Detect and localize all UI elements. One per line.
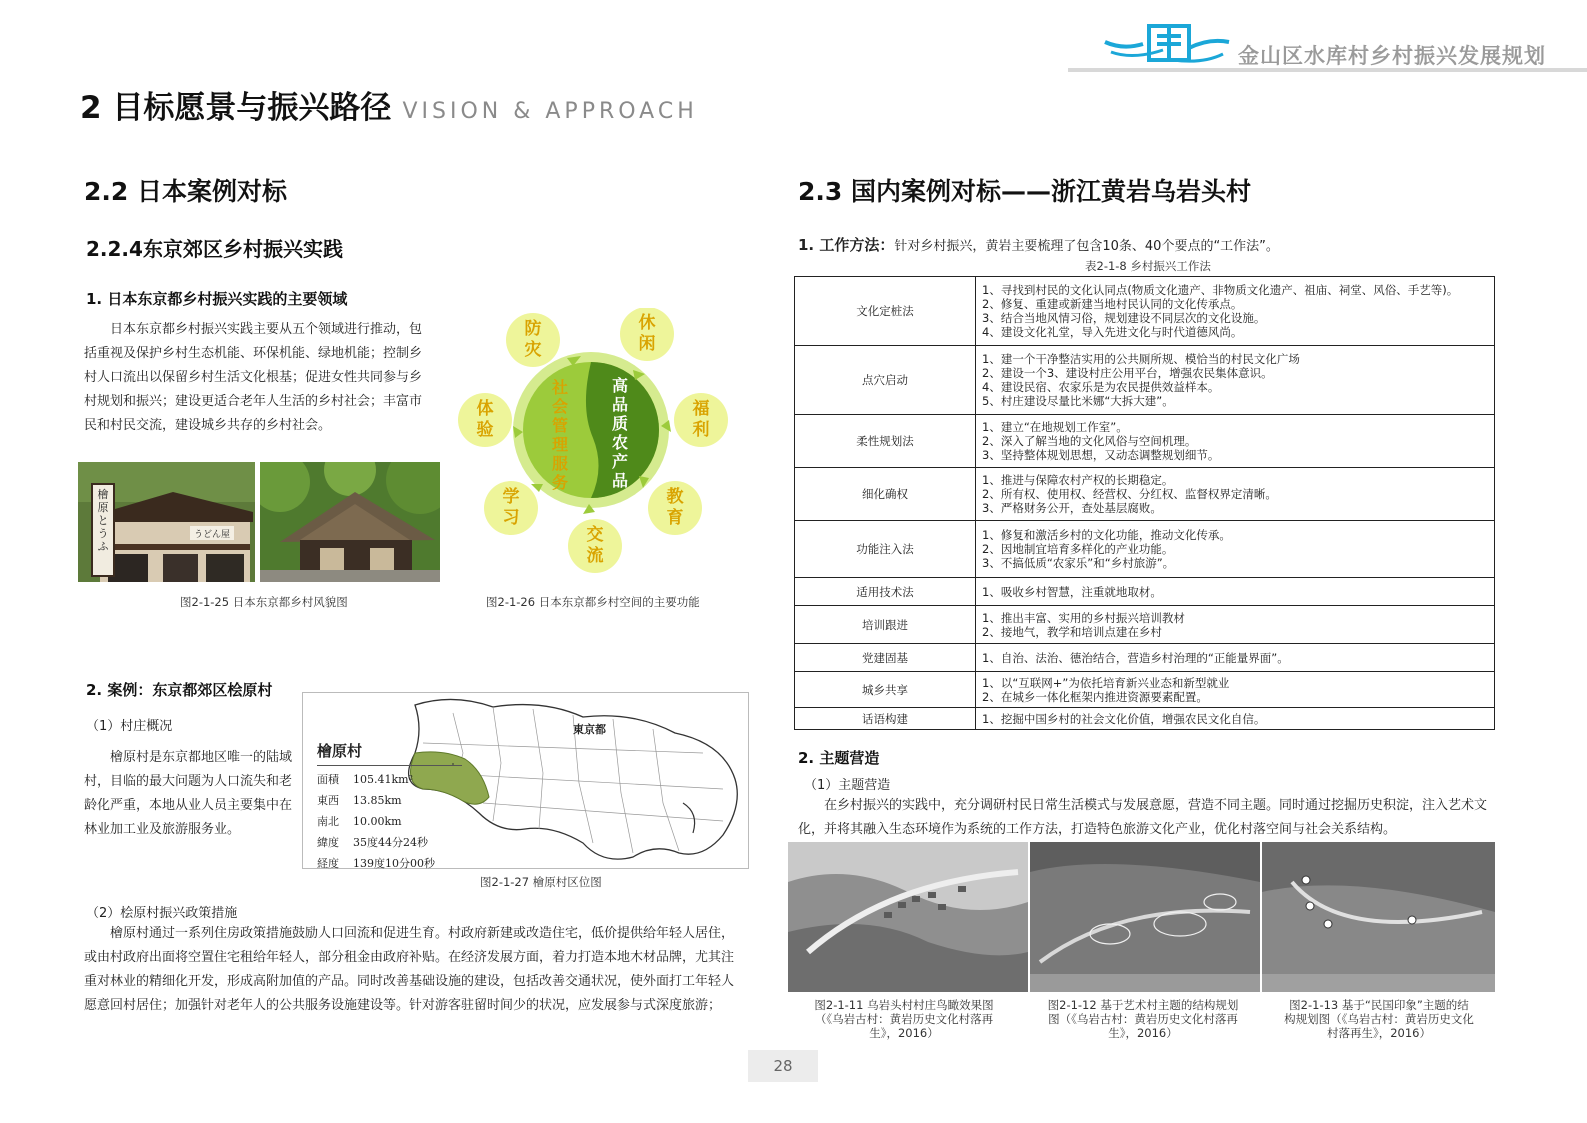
map-info-panel	[317, 740, 467, 871]
table-row	[795, 415, 1495, 468]
diagram-center-left: 社会管理服务	[551, 378, 568, 492]
theme-title: 2. 主题营造	[798, 749, 880, 767]
chapter-title-en: VISION & APPROACH	[402, 99, 698, 124]
logo	[1103, 20, 1231, 68]
node-xuexi: 学习	[502, 487, 520, 528]
table-row	[795, 708, 1495, 730]
page-number: 28	[748, 1050, 818, 1082]
map-caption: 图2-1-27 檜原村区位图	[480, 875, 602, 889]
policy-paragraph: 檜原村通过一系列住房政策措施鼓励人口回流和促进生育。村政府新建或改造住宅，低价提供给年轻人居住，或由村政府出面将空置住宅租给年轻人，部分租金由政府补贴。在经济发展方面，着力打造本地木材品牌，尤其注重对林业的精细化开发，形成高附加值的产品。同时改善基础设施的建设，包括改善交通状况，使外面打工年轻人愿意回村居住；加强针对老年人的公共服务设施建设等。针对游客驻留时间少的状况，应发展参与式深度旅游；	[84, 926, 735, 1013]
map-info-row: 東西 13.85km	[317, 794, 402, 807]
work-method-intro	[798, 234, 1279, 255]
chapter-title-zh: 2 目标愿景与振兴路径	[80, 90, 392, 126]
photo-caption: 图2-1-25 日本东京都乡村风貌图	[180, 595, 348, 609]
method-name: 话语构建	[795, 708, 976, 730]
header-divider	[1068, 68, 1587, 72]
node-xiuxian: 休闲	[638, 313, 656, 354]
work-method-table	[794, 276, 1495, 730]
method-items: 1、建立“在地规划工作室”。 2、深入了解当地的文化风俗与空间机理。 3、坚持整体规划思想，又动态调整规划细节。	[976, 415, 1495, 468]
logo-graphic	[1103, 20, 1231, 68]
method-items: 1、推进与保障农村产权的长期稳定。 2、所有权、使用权、经营权、分红权、监督权界定清晰。 3、严格财务公开，查处基层腐败。	[976, 468, 1495, 521]
method-items: 1、吸收乡村智慧，注重就地取材。	[976, 578, 1495, 606]
method-name: 功能注入法	[795, 521, 976, 578]
map-info-row: 経度 139度10分00秒	[317, 857, 435, 870]
work-method-title: 1. 工作方法：	[798, 236, 895, 254]
method-name: 文化定桩法	[795, 277, 976, 346]
diagram-caption: 图2-1-26 日本东京都乡村空间的主要功能	[486, 595, 700, 609]
section-title-2-2: 2.2 日本案例对标	[84, 177, 287, 206]
aerial-caption-2: 图2-1-12 基于艺术村主题的结构规划图（《乌岩古村：黄岩历史文化村落再生》，2016）	[1047, 998, 1239, 1040]
village-photo-sign-2: うどん屋	[193, 530, 230, 540]
structure-plan-minguo-image	[1262, 842, 1495, 992]
method-items: 1、推出丰富、实用的乡村振兴培训教材 2、接地气，教学和培训点建在乡村	[976, 606, 1495, 644]
village-photo-1	[78, 462, 255, 582]
aerial-caption-3: 图2-1-13 基于“民国印象”主题的结构规划图（《乌岩古村：黄岩历史文化村落再生》，2016）	[1284, 998, 1474, 1040]
village-location-map	[302, 692, 749, 869]
village-photo-sign: 檜原とうふ	[97, 488, 109, 553]
method-items: 1、自治、法治、德治结合，营造乡村治理的“正能量界面”。	[976, 644, 1495, 672]
table-row	[795, 346, 1495, 415]
table-row	[795, 468, 1495, 521]
map-village-name: 檜原村	[317, 740, 462, 766]
method-name: 细化确权	[795, 468, 976, 521]
village-photo-2	[260, 462, 440, 582]
subsection-title-2-2-4: 2.2.4东京郊区乡村振兴实践	[86, 237, 343, 261]
node-tiyan: 体验	[476, 399, 494, 440]
table-row	[795, 277, 1495, 346]
theme-sub1: （1）主题营造	[804, 778, 891, 793]
policy-block	[84, 922, 736, 1018]
village-overview-paragraph: 檜原村是东京都地区唯一的陆域村，目临的最大问题为人口流失和老龄化严重，本地从业人员主要集中在林业加工业及旅游服务业。	[84, 750, 293, 837]
map-info-row: 南北 10.00km	[317, 815, 402, 828]
functions-diagram	[455, 308, 735, 578]
work-method-desc: 针对乡村振兴，黄岩主要梳理了包含10条、40个要点的“工作法”。	[894, 239, 1279, 254]
method-name: 点穴启动	[795, 346, 976, 415]
aerial-view-image	[788, 842, 1028, 992]
map-info-row: 緯度 35度44分24秒	[317, 836, 428, 849]
theme-block	[798, 794, 1490, 842]
village-overview-block	[84, 746, 298, 842]
method-name: 柔性规划法	[795, 415, 976, 468]
part2-title: 2. 案例：东京都郊区桧原村	[86, 681, 273, 699]
node-jiaoyu: 教育	[666, 487, 684, 528]
diagram-center-right: 高品质农产品	[611, 376, 628, 490]
table-row	[795, 578, 1495, 606]
method-name: 适用技术法	[795, 578, 976, 606]
document-title: 金山区水库村乡村振兴发展规划	[1238, 44, 1546, 68]
table-caption: 表2-1-8 乡村振兴工作法	[1085, 259, 1211, 273]
method-items: 1、修复和激活乡村的文化功能，推动文化传承。 2、因地制宜培育多样化的产业功能。 3、不搞低质“农家乐”和“乡村旅游”。	[976, 521, 1495, 578]
section-title-2-3: 2.3 国内案例对标——浙江黄岩乌岩头村	[798, 177, 1251, 206]
node-fangzai: 防灾	[524, 319, 542, 360]
method-items: 1、寻找到村民的文化认同点(物质文化遗产、非物质文化遗产、祖庙、祠堂、风俗、手艺等)。 2、修复、重建或新建当地村民认同的文化传承点。 3、结合当地风情习俗，规划建设不同层次的文化设施。 4、建设文化礼堂，导入先进文化与时代道德风尚。	[976, 277, 1495, 346]
table-row	[795, 521, 1495, 578]
method-name: 培训跟进	[795, 606, 976, 644]
part1-paragraph: 日本东京都乡村振兴实践主要从五个领域进行推动，包括重视及保护乡村生态机能、环保机能、绿地机能；控制乡村人口流出以保留乡村生活文化根基；促进女性共同参与乡村规划和振兴；建设更适合老年人生活的乡村社会；丰富市民和村民交流，建设城乡共存的乡村社会。	[84, 322, 423, 433]
part1-title: 1. 日本东京都乡村振兴实践的主要领域	[86, 290, 348, 308]
map-info-row: 面積 105.41km²	[317, 773, 413, 786]
method-items: 1、挖掘中国乡村的社会文化价值，增强农民文化自信。	[976, 708, 1495, 730]
map-city-label: 東京都	[573, 723, 606, 736]
method-items: 1、以“互联网+”为依托培育新兴业态和新型就业 2、在城乡一体化框架内推进资源要素配置。	[976, 672, 1495, 708]
part1-paragraph-block	[84, 318, 430, 438]
structure-plan-art-image	[1030, 842, 1260, 992]
chapter-title	[80, 82, 698, 127]
node-fuli: 福利	[692, 399, 710, 440]
method-items: 1、建一个干净整洁实用的公共厕所规、模恰当的村民文化广场 2、建设一个3、建设村庄公用平台，增强农民集体意识。 4、建设民宿、农家乐是为农民提供效益样本。 5、村庄建设尽量比米娜“大拆大建”。	[976, 346, 1495, 415]
part2-sub2: （2）桧原村振兴政策措施	[86, 906, 238, 921]
method-name: 城乡共享	[795, 672, 976, 708]
aerial-caption-1: 图2-1-11 乌岩头村村庄鸟瞰效果图（《乌岩古村：黄岩历史文化村落再生》，2016）	[814, 998, 994, 1040]
table-row	[795, 672, 1495, 708]
node-jiaoliu: 交流	[586, 525, 604, 566]
theme-paragraph: 在乡村振兴的实践中，充分调研村民日常生活模式与发展意愿，营造不同主题。同时通过挖掘历史积淀，注入艺术文化，并将其融入生态环境作为系统的工作方法，打造特色旅游文化产业，优化村落空间与社会关系结构。	[798, 798, 1488, 837]
method-name: 党建固基	[795, 644, 976, 672]
part2-sub1: （1）村庄概况	[86, 719, 173, 734]
table-row	[795, 644, 1495, 672]
table-row	[795, 606, 1495, 644]
